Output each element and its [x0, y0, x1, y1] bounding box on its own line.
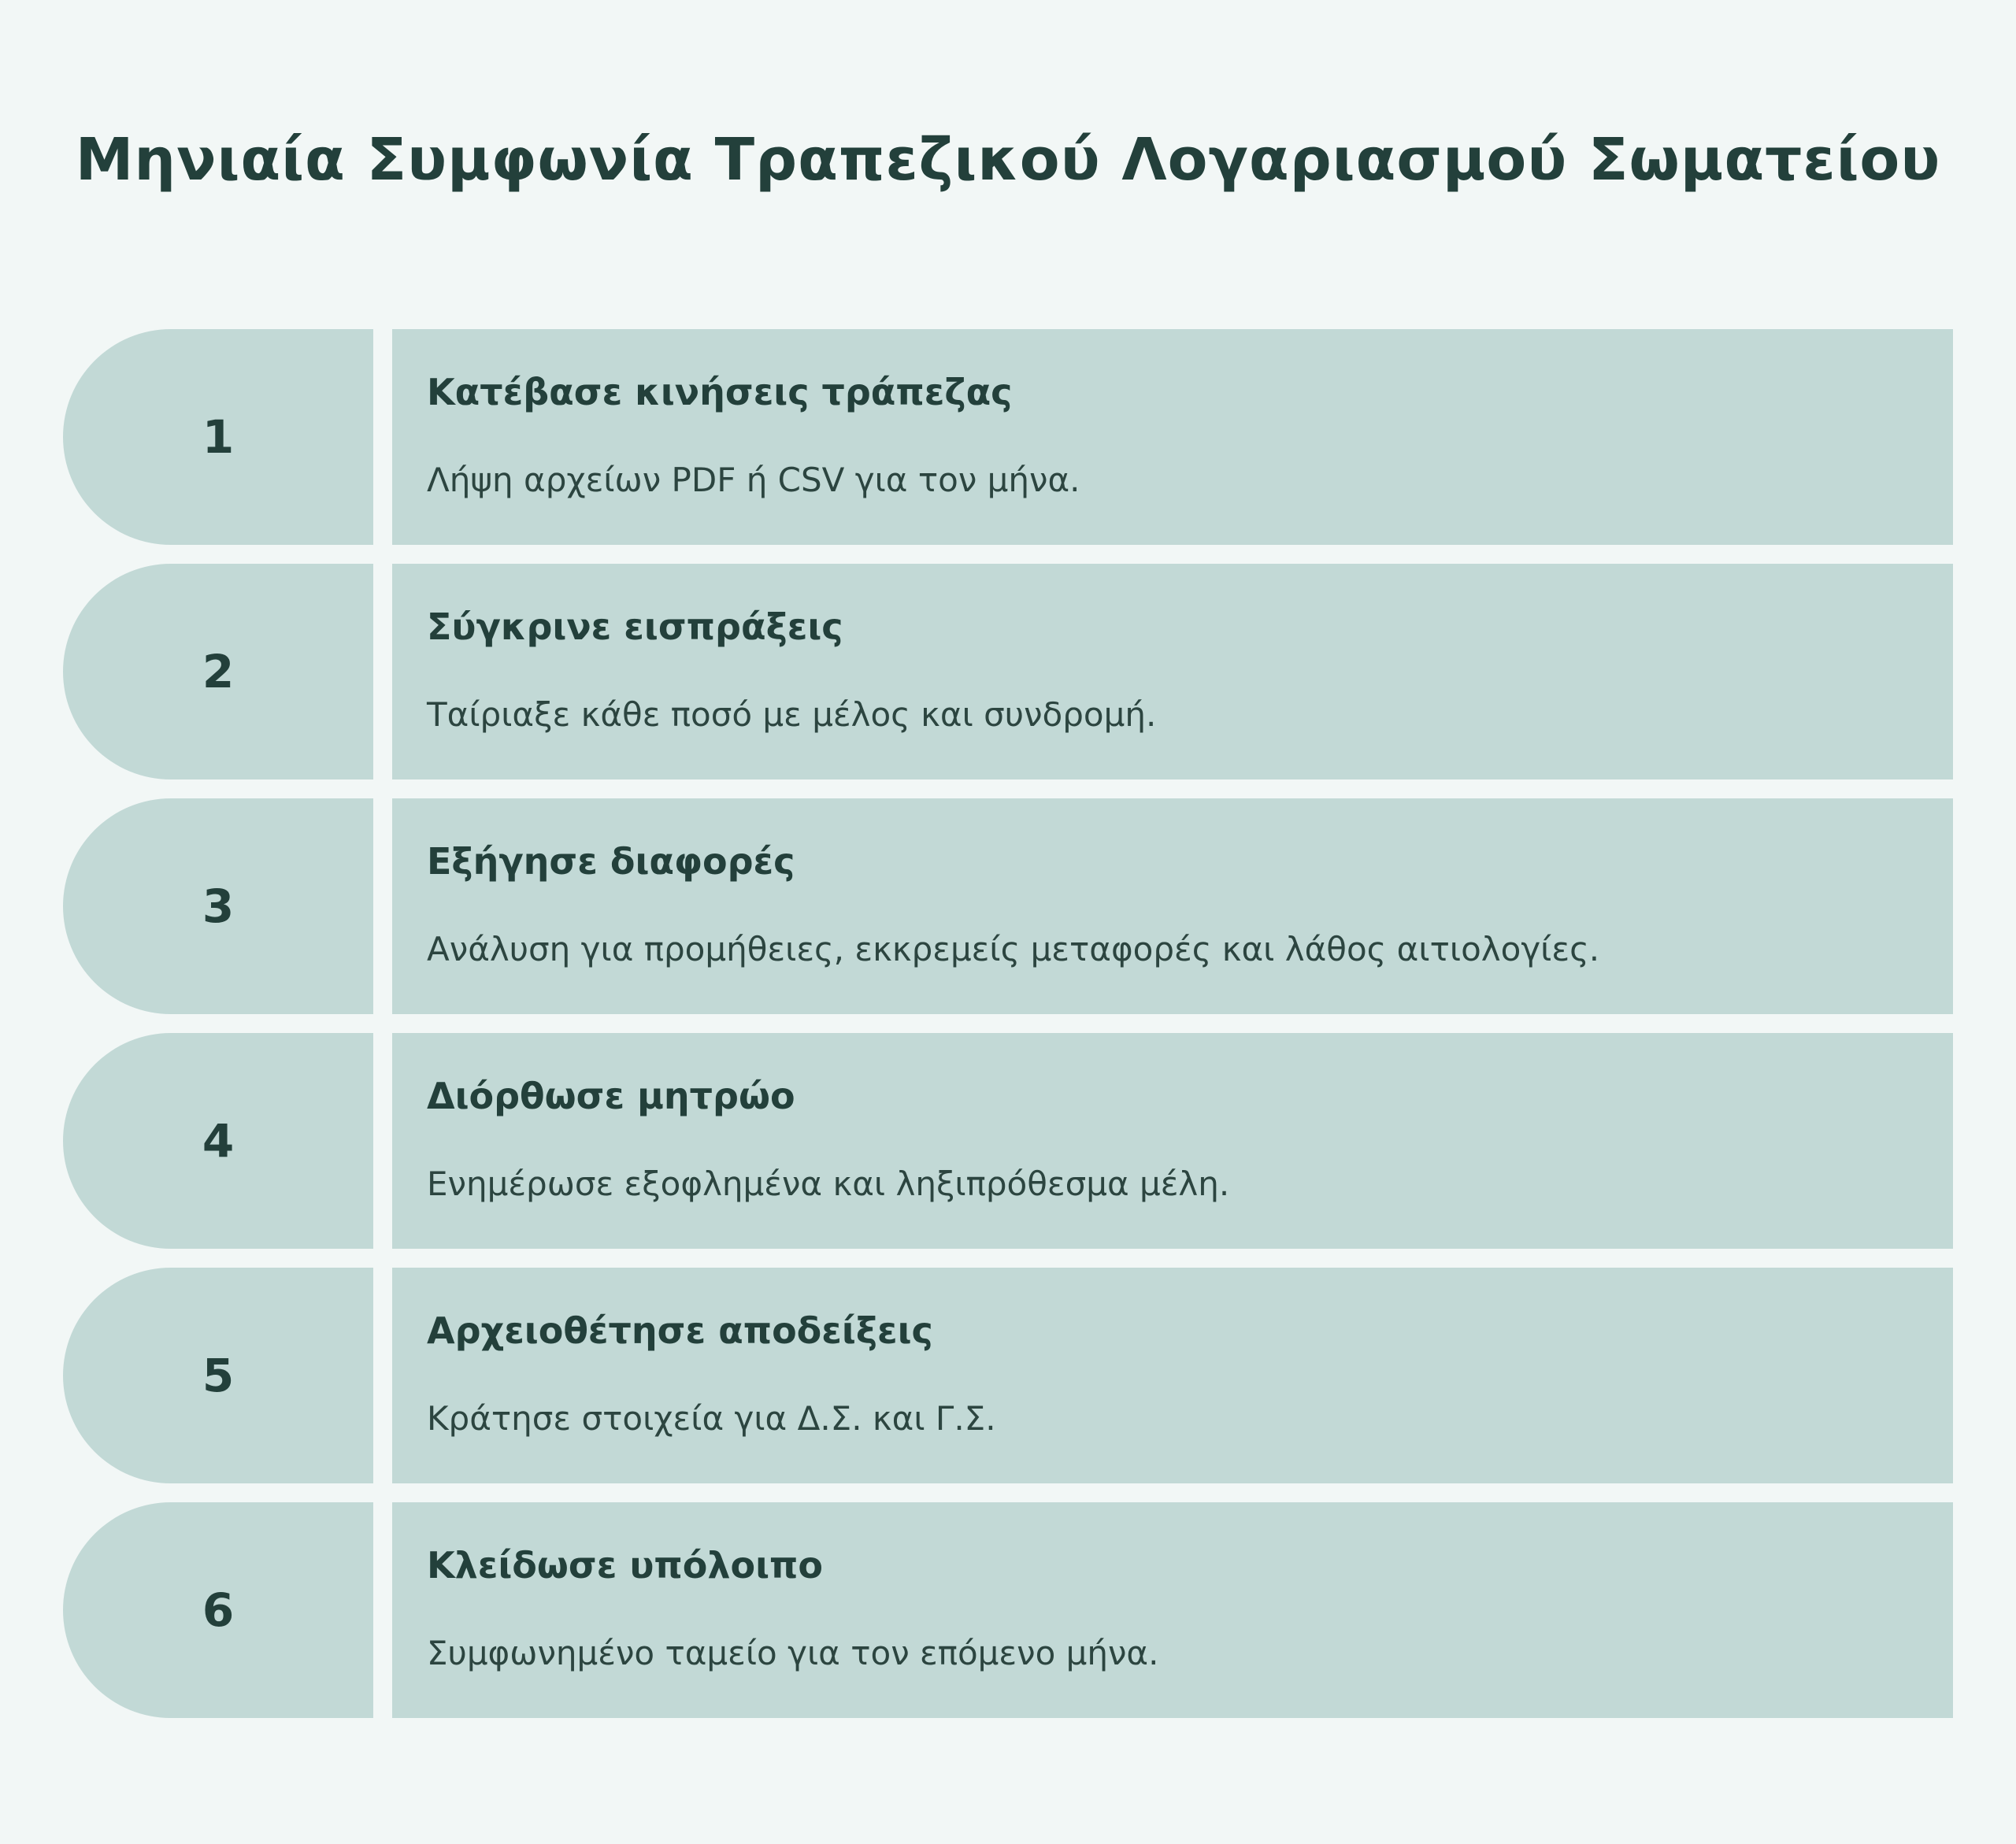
- step-number-tab: [63, 564, 373, 779]
- step-description: Ανάλυση για προμήθειες, εκκρεμείς μεταφορές και λάθος αιτιολογίες.: [427, 930, 1600, 968]
- step-panel: [392, 1502, 1953, 1718]
- step-number: 3: [202, 879, 235, 933]
- step-2: [63, 564, 1953, 779]
- page-title: Μηνιαία Συμφωνία Τραπεζικού Λογαριασμού Σωματείου: [75, 126, 1941, 194]
- step-panel: [392, 798, 1953, 1014]
- step-5: [63, 1268, 1953, 1483]
- step-number-tab: [63, 1502, 373, 1718]
- steps-list: [63, 329, 1953, 1737]
- step-panel: [392, 564, 1953, 779]
- step-1: [63, 329, 1953, 545]
- step-description: Ενημέρωσε εξοφλημένα και ληξιπρόθεσμα μέλη.: [427, 1165, 1230, 1203]
- step-number-tab: [63, 798, 373, 1014]
- step-title: Σύγκρινε εισπράξεις: [427, 605, 843, 648]
- step-number: 2: [202, 645, 235, 698]
- step-number-tab: [63, 329, 373, 545]
- step-number: 6: [202, 1583, 235, 1637]
- step-title: Εξήγησε διαφορές: [427, 840, 795, 883]
- step-description: Ταίριαξε κάθε ποσό με μέλος και συνδρομή.: [427, 695, 1157, 734]
- step-number-tab: [63, 1033, 373, 1249]
- step-description: Λήψη αρχείων PDF ή CSV για τον μήνα.: [427, 461, 1080, 499]
- step-description: Συμφωνημένο ταμείο για τον επόμενο μήνα.: [427, 1634, 1159, 1672]
- step-panel: [392, 1268, 1953, 1483]
- step-number-tab: [63, 1268, 373, 1483]
- step-3: [63, 798, 1953, 1014]
- step-number: 5: [202, 1349, 235, 1402]
- step-4: [63, 1033, 1953, 1249]
- step-title: Κατέβασε κινήσεις τράπεζας: [427, 371, 1013, 413]
- step-number: 4: [202, 1114, 235, 1168]
- step-title: Διόρθωσε μητρώο: [427, 1075, 795, 1117]
- step-number: 1: [202, 410, 235, 464]
- step-description: Κράτησε στοιχεία για Δ.Σ. και Γ.Σ.: [427, 1399, 996, 1438]
- step-panel: [392, 1033, 1953, 1249]
- step-6: [63, 1502, 1953, 1718]
- step-panel: [392, 329, 1953, 545]
- step-title: Αρχειοθέτησε αποδείξεις: [427, 1309, 933, 1352]
- step-title: Κλείδωσε υπόλοιπο: [427, 1544, 823, 1587]
